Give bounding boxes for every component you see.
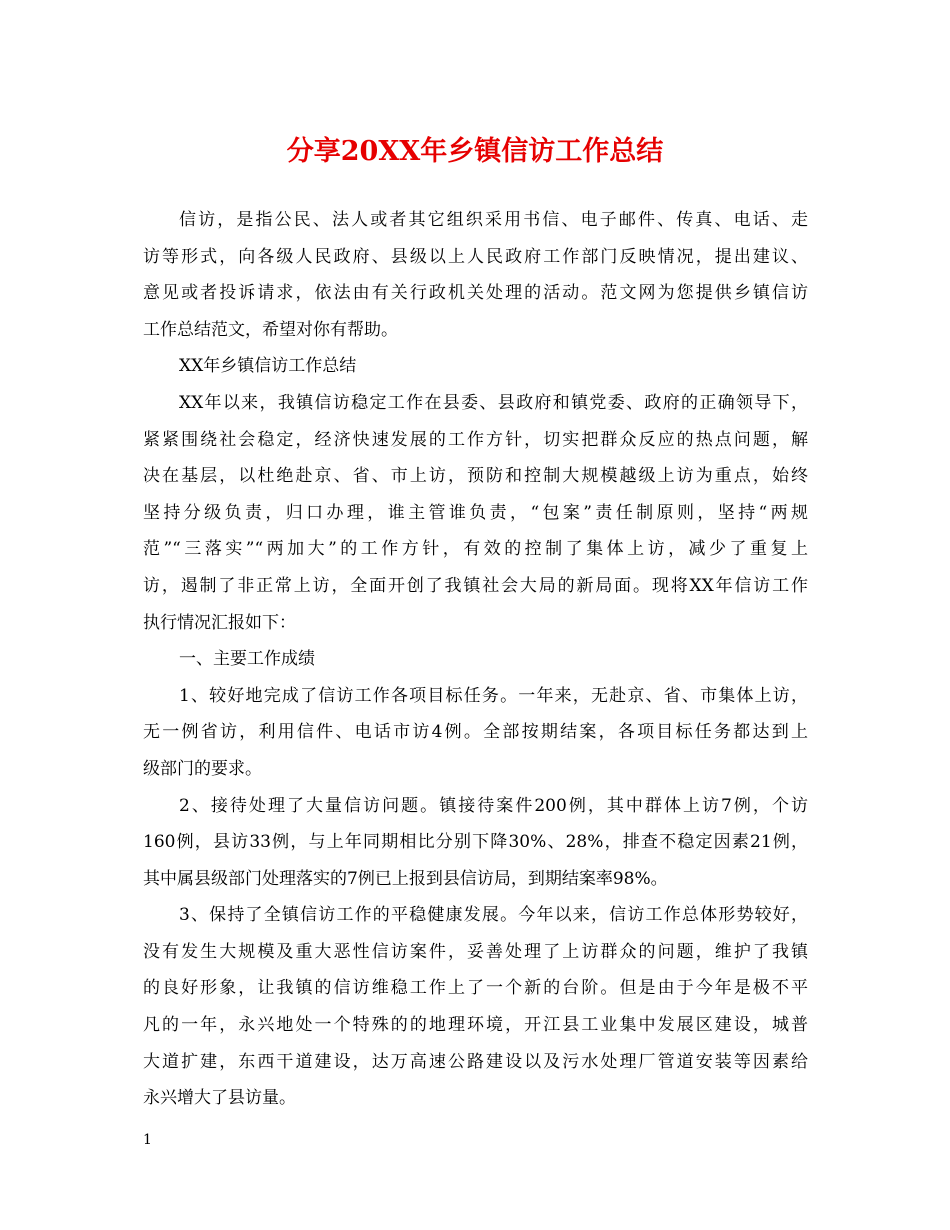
document-title: 分享20XX年乡镇信访工作总结 <box>286 136 664 167</box>
body-text-line: 决在基层，以杜绝赴京、省、市上访，预防和控制大规模越级上访为重点，始终 <box>143 466 808 487</box>
document-body <box>143 202 808 1117</box>
body-text-line: 访，遏制了非正常上访，全面开创了我镇社会大局的新局面。现将XX年信访工作 <box>143 575 808 596</box>
body-text-line: 永兴增大了县访量。 <box>143 1088 296 1109</box>
body-text-line: 的良好形象，让我镇的信访维稳工作上了一个新的台阶。但是由于今年是极不平 <box>143 978 808 999</box>
body-text-line: 级部门的要求。 <box>143 758 262 779</box>
body-text-line: 凡的一年，永兴地处一个特殊的的地理环境，开江县工业集中发展区建设，城普 <box>143 1015 808 1036</box>
body-text-line: 范”“三落实”“两加大”的工作方针，有效的控制了集体上访，减少了重复上 <box>143 539 808 560</box>
page-number: 1 <box>143 1132 152 1148</box>
body-text-line: 1、较好地完成了信访工作各项目标任务。一年来，无赴京、省、市集体上访， <box>179 685 808 706</box>
body-text-line: 其中属县级部门处理落实的7例已上报到县信访局，到期结案率98%。 <box>143 868 668 889</box>
body-text-line: XX年以来，我镇信访稳定工作在县委、县政府和镇党委、政府的正确领导下， <box>179 392 808 413</box>
body-text-line: 无一例省访，利用信件、电话市访4例。全部按期结案，各项目标任务都达到上 <box>143 722 808 743</box>
body-text-line: 访等形式，向各级人民政府、县级以上人民政府工作部门反映情况，提出建议、 <box>143 246 808 267</box>
body-text-line: 3、保持了全镇信访工作的平稳健康发展。今年以来，信访工作总体形势较好， <box>179 905 808 926</box>
body-text-line: 160例，县访33例，与上年同期相比分别下降30%、28%，排查不稳定因素21例， <box>143 832 808 853</box>
body-text-line: 紧紧围绕社会稳定，经济快速发展的工作方针，切实把群众反应的热点问题，解 <box>143 429 808 450</box>
body-text-line: 没有发生大规模及重大恶性信访案件，妥善处理了上访群众的问题，维护了我镇 <box>143 941 808 962</box>
body-text-line: 2、接待处理了大量信访问题。镇接待案件200例，其中群体上访7例，个访 <box>179 795 808 816</box>
body-text-line: 意见或者投诉请求，依法由有关行政机关处理的活动。范文网为您提供乡镇信访 <box>143 283 808 304</box>
body-text-line: 信访，是指公民、法人或者其它组织采用书信、电子邮件、传真、电话、走 <box>179 210 808 230</box>
body-text-line: 工作总结范文，希望对你有帮助。 <box>143 319 398 340</box>
body-text-line: 一、主要工作成绩 <box>179 649 315 670</box>
body-text-line: 大道扩建，东西干道建设，达万高速公路建设以及污水处理厂管道安装等因素给 <box>143 1051 808 1072</box>
body-text-line: XX年乡镇信访工作总结 <box>179 356 357 377</box>
body-text-line: 执行情况汇报如下： <box>143 612 296 633</box>
body-text-line: 坚持分级负责，归口办理，谁主管谁负责，“包案”责任制原则，坚持“两规 <box>143 502 808 523</box>
